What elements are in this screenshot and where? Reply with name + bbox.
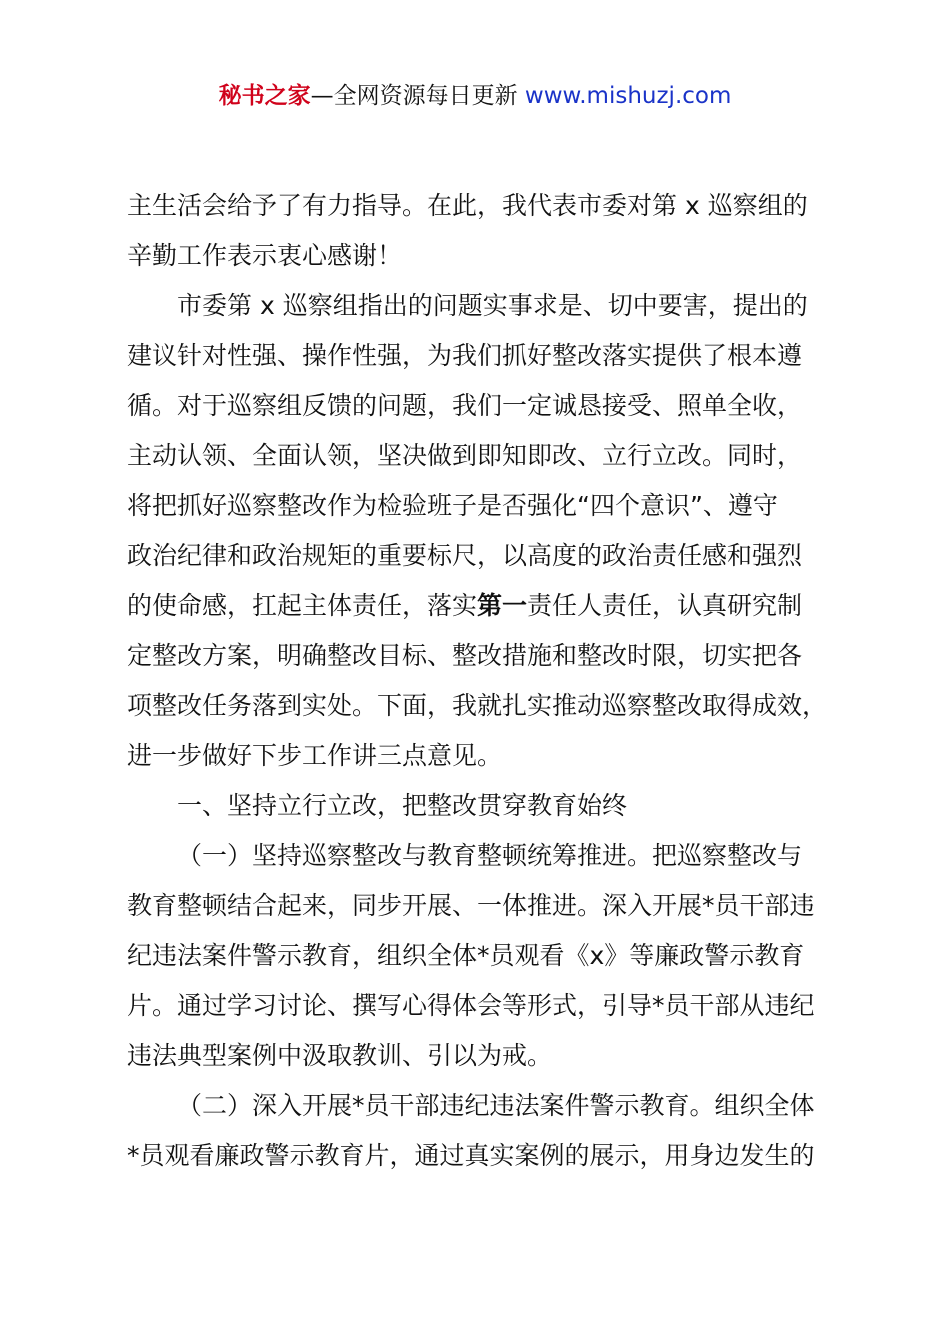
text-line: 建议针对性强、操作性强，为我们抓好整改落实提供了根本遵 — [127, 341, 803, 370]
subsection-2 — [127, 1081, 857, 1181]
header-tagline: —全网资源每日更新 — [310, 83, 525, 109]
subsection-1 — [127, 831, 857, 1081]
brand-name: 秘书之家 — [218, 83, 311, 109]
text-line: 纪违法案件警示教育，组织全体*员观看《x》等廉政警示教育 — [127, 941, 805, 970]
text-line: 市委第 x 巡察组指出的问题实事求是、切中要害，提出的 — [177, 291, 808, 320]
text-line: 定整改方案，明确整改目标、整改措施和整改时限，切实把各 — [127, 641, 803, 670]
paragraph-thanks — [127, 181, 857, 281]
text-segment: 的使命感，扛起主体责任，落实 — [127, 591, 478, 620]
paragraph-problems — [127, 281, 857, 781]
text-line: 进一步做好下步工作讲三点意见。 — [127, 741, 503, 770]
text-line: 违法典型案例中汲取教训、引以为戒。 — [127, 1041, 553, 1070]
site-header — [0, 80, 950, 112]
section-heading-1 — [127, 781, 857, 831]
text-line: （一）坚持巡察整改与教育整顿统筹推进。把巡察整改与 — [177, 841, 803, 870]
text-line: 辛勤工作表示衷心感谢！ — [127, 241, 403, 270]
text-line: （二）深入开展*员干部违纪违法案件警示教育。组织全体 — [177, 1091, 815, 1120]
text-line: 主动认领、全面认领，坚决做到即知即改、立行立改。同时， — [127, 441, 803, 470]
document-body — [127, 181, 857, 1181]
text-line-with-bold — [127, 581, 857, 631]
heading-text: 一、坚持立行立改，把整改贯穿教育始终 — [177, 791, 628, 820]
text-line: 政治纪律和政治规矩的重要标尺，以高度的政治责任感和强烈 — [127, 541, 803, 570]
text-line: 循。对于巡察组反馈的问题，我们一定诚恳接受、照单全收， — [127, 391, 803, 420]
text-line: 片。通过学习讨论、撰写心得体会等形式，引导*员干部从违纪 — [127, 991, 815, 1020]
text-segment: 责任人责任，认真研究制 — [527, 591, 803, 620]
text-line: 将把抓好巡察整改作为检验班子是否强化“四个意识”、遵守 — [127, 491, 778, 520]
text-line: 教育整顿结合起来，同步开展、一体推进。深入开展*员干部违 — [127, 891, 815, 920]
site-url-link[interactable]: www.mishuzj.com — [524, 83, 732, 109]
text-line: *员观看廉政警示教育片，通过真实案例的展示，用身边发生的 — [127, 1141, 815, 1170]
bold-text: 第一 — [477, 591, 528, 620]
text-line: 主生活会给予了有力指导。在此，我代表市委对第 x 巡察组的 — [127, 191, 808, 220]
text-line: 项整改任务落到实处。下面，我就扎实推动巡察整改取得成效， — [127, 691, 828, 720]
